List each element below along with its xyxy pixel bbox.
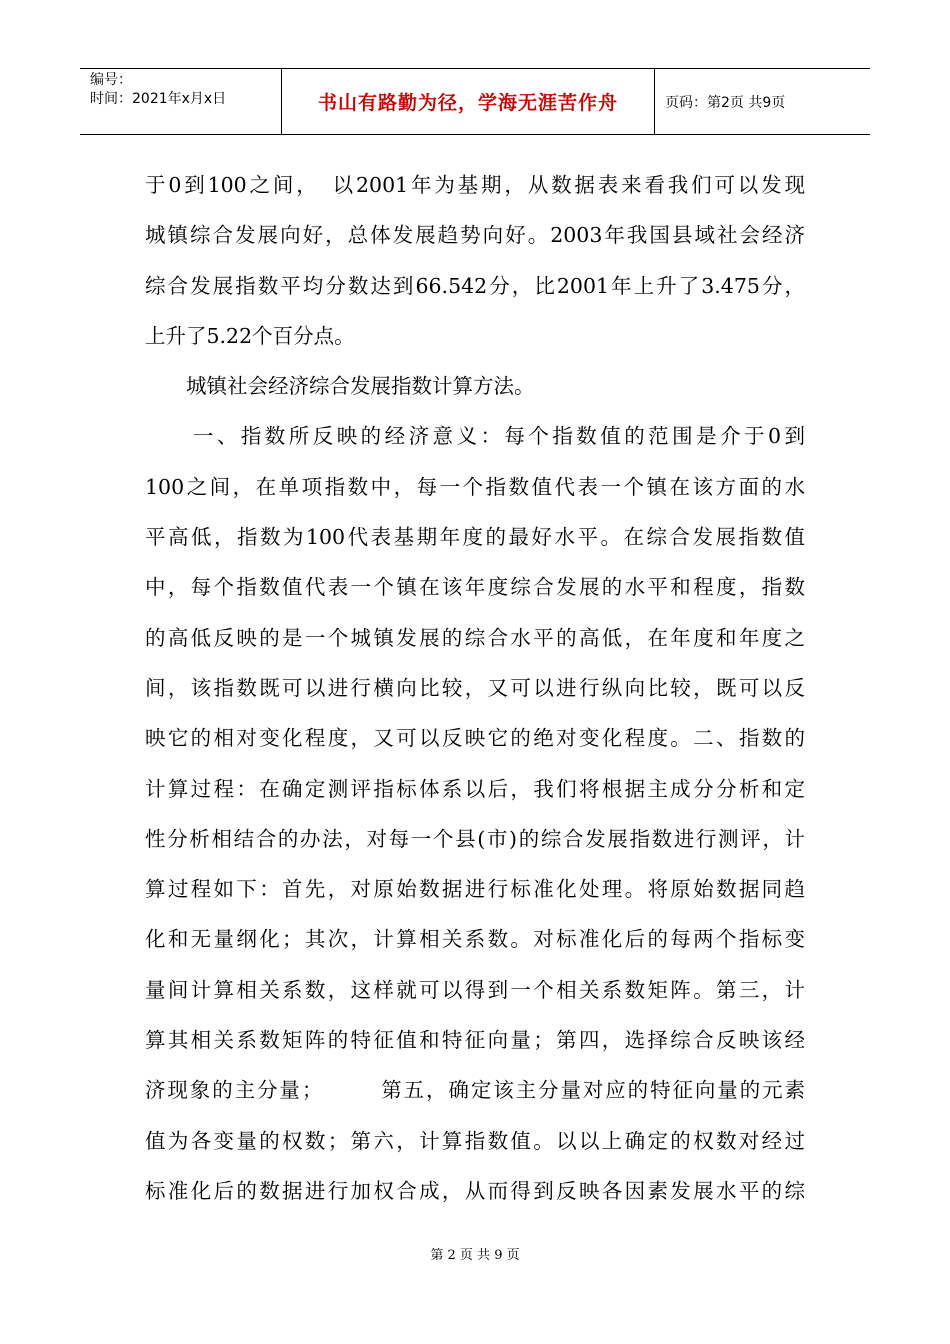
body-line: 济现象的主分量； 第五，确定该主分量对应的特征向量的元素 bbox=[145, 1078, 805, 1103]
header-meta bbox=[80, 69, 282, 134]
body-line: 性分析相结合的办法，对每一个县(市)的综合发展指数进行测评，计 bbox=[145, 826, 805, 851]
body-line: 算过程如下：首先，对原始数据进行标准化处理。将原始数据同趋 bbox=[145, 877, 805, 902]
body-line: 值为各变量的权数；第六，计算指数值。以以上确定的权数对经过 bbox=[145, 1128, 805, 1153]
document-body bbox=[145, 160, 805, 1216]
body-line: 城镇社会经济综合发展指数计算方法。 bbox=[145, 374, 535, 399]
page-header bbox=[80, 68, 870, 135]
body-line: 城镇综合发展向好，总体发展趋势向好。2003年我国县域社会经济 bbox=[145, 223, 805, 248]
body-line: 计算过程：在确定测评指标体系以后，我们将根据主成分分析和定 bbox=[145, 776, 805, 801]
body-line: 平高低，指数为100代表基期年度的最好水平。在综合发展指数值 bbox=[145, 525, 805, 550]
body-line: 量间计算相关系数，这样就可以得到一个相关系数矩阵。第三，计 bbox=[145, 977, 805, 1002]
header-motto: 书山有路勤为径，学海无涯苦作舟 bbox=[282, 69, 655, 134]
document-number-label: 编号： bbox=[90, 72, 132, 88]
body-line: 综合发展指数平均分数达到66.542分，比2001年上升了3.475分， bbox=[145, 273, 805, 298]
body-line: 一、指数所反映的经济意义：每个指数值的范围是介于0到 bbox=[145, 424, 805, 449]
body-line: 的高低反映的是一个城镇发展的综合水平的高低，在年度和年度之 bbox=[145, 625, 805, 650]
header-page-number: 页码：第2页 共9页 bbox=[665, 94, 786, 111]
body-line: 标准化后的数据进行加权合成，从而得到反映各因素发展水平的综 bbox=[145, 1178, 805, 1203]
body-line: 中，每个指数值代表一个镇在该年度综合发展的水平和程度，指数 bbox=[145, 575, 805, 600]
body-line: 上升了5.22个百分点。 bbox=[145, 323, 355, 348]
body-line: 化和无量纲化；其次，计算相关系数。对标准化后的每两个指标变 bbox=[145, 927, 805, 952]
body-line: 间，该指数既可以进行横向比较，又可以进行纵向比较，既可以反 bbox=[145, 675, 805, 700]
document-date-label: 时间：2021年x月x日 bbox=[90, 91, 227, 107]
page-footer: 第 2 页 共 9 页 bbox=[430, 1248, 520, 1263]
body-line: 映它的相对变化程度，又可以反映它的绝对变化程度。二、指数的 bbox=[145, 726, 805, 751]
body-line: 于0到100之间， 以2001年为基期，从数据表来看我们可以发现 bbox=[145, 173, 805, 197]
body-line: 算其相关系数矩阵的特征值和特征向量；第四，选择综合反映该经 bbox=[145, 1028, 805, 1053]
body-line: 100之间，在单项指数中，每一个指数值代表一个镇在该方面的水 bbox=[145, 474, 805, 499]
